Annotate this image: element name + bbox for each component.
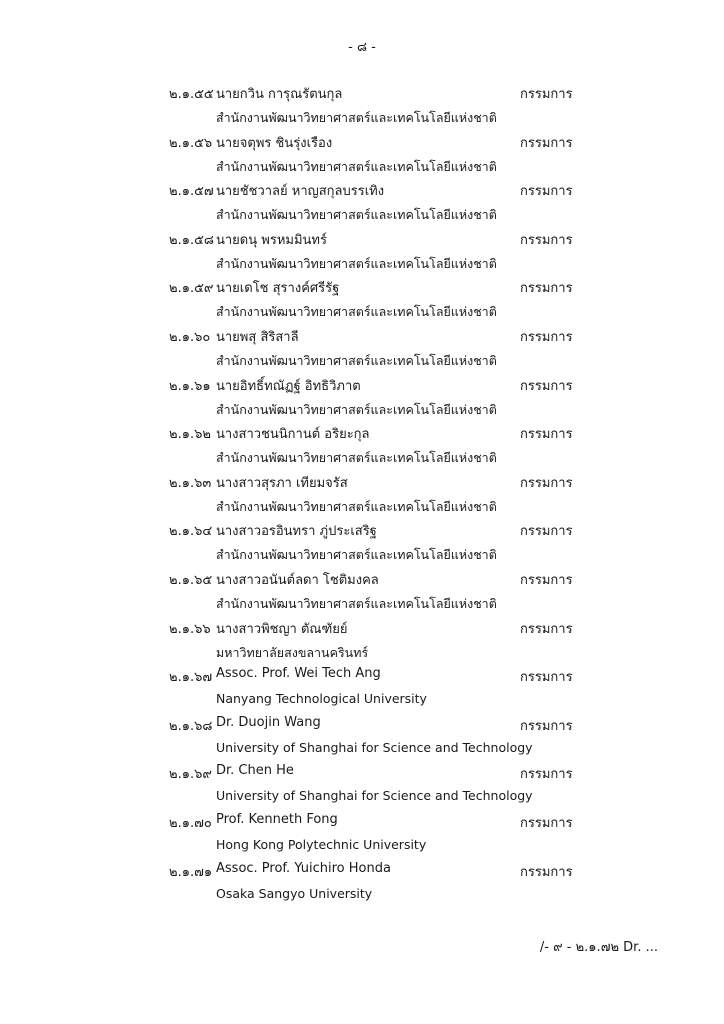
entry-number: ๒.๑.๖๘ xyxy=(169,718,213,734)
entry-number: ๒.๑.๖๓ xyxy=(169,475,212,491)
committee-entry xyxy=(0,375,724,424)
entry-name: Dr. Chen He xyxy=(216,763,294,779)
entry-number: ๒.๑.๖๒ xyxy=(169,427,211,443)
entry-organization: สำนักงานพัฒนาวิทยาศาสตร์และเทคโนโลยีแห่งชาติ xyxy=(216,498,497,514)
entry-organization: สำนักงานพัฒนาวิทยาศาสตร์และเทคโนโลยีแห่งชาติ xyxy=(216,110,497,125)
entry-organization: สำนักงานพัฒนาวิทยาศาสตร์และเทคโนโลยีแห่งชาติ xyxy=(216,450,497,466)
entry-number: ๒.๑.๖๙ xyxy=(169,767,212,783)
entry-name: Prof. Kenneth Fong xyxy=(216,811,338,827)
entry-role: กรรมการ xyxy=(520,378,573,394)
entry-role: กรรมการ xyxy=(520,767,573,783)
entry-role: กรรมการ xyxy=(520,184,573,200)
entry-organization: สำนักงานพัฒนาวิทยาศาสตร์และเทคโนโลยีแห่งชาติ xyxy=(216,595,497,611)
committee-entry xyxy=(0,763,724,812)
committee-entry xyxy=(0,569,724,618)
entry-role: กรรมการ xyxy=(520,718,573,734)
entry-role: กรรมการ xyxy=(520,475,573,491)
entry-organization: Osaka Sangyo University xyxy=(216,885,373,901)
entry-name: นางสาวอนันต์ลดา โชติมงคล xyxy=(216,572,379,588)
continuation-note: /- ๙ - ๒.๑.๗๒ Dr. ... xyxy=(539,940,658,955)
entry-organization: มหาวิทยาลัยสงขลานครินทร์ xyxy=(216,644,369,660)
page-number: - ๘ - xyxy=(348,40,376,55)
entry-number: ๒.๑.๖๕ xyxy=(169,572,213,588)
entry-number: ๒.๑.๖๑ xyxy=(169,378,211,394)
entry-organization: University of Shanghai for Science and Technology xyxy=(216,739,533,755)
entry-name: นายชัชวาลย์ หาญสกุลบรรเทิง xyxy=(216,184,385,200)
entry-number: ๒.๑.๖๗ xyxy=(169,670,213,686)
entry-organization: สำนักงานพัฒนาวิทยาศาสตร์และเทคโนโลยีแห่งชาติ xyxy=(216,158,497,174)
entry-organization: Hong Kong Polytechnic University xyxy=(216,836,427,852)
entry-role: กรรมการ xyxy=(520,135,573,151)
entry-number: ๒.๑.๖๖ xyxy=(169,621,211,637)
committee-entry xyxy=(0,229,724,278)
committee-entry xyxy=(0,83,724,132)
entry-number: ๒.๑.๖๔ xyxy=(169,524,213,540)
entry-number: ๒.๑.๕๗ xyxy=(169,184,214,200)
entry-role: กรรมการ xyxy=(520,524,573,540)
entry-role: กรรมการ xyxy=(520,427,573,443)
committee-entry xyxy=(0,861,724,910)
entry-name: นายอิทธิ์ทณัฏฐ์ อิทธิวิภาต xyxy=(216,378,361,394)
committee-entry xyxy=(0,472,724,521)
committee-entry xyxy=(0,666,724,715)
entry-role: กรรมการ xyxy=(520,621,573,637)
entry-organization: สำนักงานพัฒนาวิทยาศาสตร์และเทคโนโลยีแห่งชาติ xyxy=(216,207,497,223)
entry-role: กรรมการ xyxy=(520,864,573,880)
committee-list xyxy=(0,83,724,909)
entry-organization: Nanyang Technological University xyxy=(216,691,427,707)
entry-name: นางสาวอรอินทรา ภู่ประเสริฐ xyxy=(216,524,377,540)
entry-number: ๒.๑.๕๕ xyxy=(169,87,214,102)
entry-name: Assoc. Prof. Wei Tech Ang xyxy=(216,666,381,682)
committee-entry xyxy=(0,423,724,472)
entry-organization: สำนักงานพัฒนาวิทยาศาสตร์และเทคโนโลยีแห่งชาติ xyxy=(216,401,497,417)
entry-role: กรรมการ xyxy=(520,232,573,248)
entry-role: กรรมการ xyxy=(520,87,573,102)
entry-name: นางสาวพิชญา ตัณฑัยย์ xyxy=(216,621,348,637)
entry-role: กรรมการ xyxy=(520,815,573,831)
entry-organization: สำนักงานพัฒนาวิทยาศาสตร์และเทคโนโลยีแห่งชาติ xyxy=(216,547,497,563)
entry-organization: สำนักงานพัฒนาวิทยาศาสตร์และเทคโนโลยีแห่งชาติ xyxy=(216,255,497,271)
entry-name: Dr. Duojin Wang xyxy=(216,714,321,730)
entry-role: กรรมการ xyxy=(520,572,573,588)
entry-organization: สำนักงานพัฒนาวิทยาศาสตร์และเทคโนโลยีแห่งชาติ xyxy=(216,304,497,320)
entry-name: นายดนุ พรหมมินทร์ xyxy=(216,232,327,248)
entry-role: กรรมการ xyxy=(520,670,573,686)
committee-entry xyxy=(0,618,724,667)
entry-role: กรรมการ xyxy=(520,281,573,297)
entry-name: นายจตุพร ชินรุ่งเรือง xyxy=(216,135,333,151)
entry-number: ๒.๑.๕๖ xyxy=(169,135,213,151)
committee-entry xyxy=(0,715,724,764)
entry-organization: University of Shanghai for Science and Technology xyxy=(216,788,533,804)
entry-name: นางสาวชนนิกานต์ อริยะกุล xyxy=(216,427,370,443)
entry-number: ๒.๑.๕๙ xyxy=(169,281,214,297)
committee-entry xyxy=(0,812,724,861)
entry-name: นางสาวสุรภา เทียมจรัส xyxy=(216,475,348,491)
entry-name: นายพสุ สิริสาลี xyxy=(216,329,299,345)
entry-organization: สำนักงานพัฒนาวิทยาศาสตร์และเทคโนโลยีแห่งชาติ xyxy=(216,352,497,368)
entry-name: นายกวิน การุณรัตนกุล xyxy=(216,87,343,102)
entry-number: ๒.๑.๕๘ xyxy=(169,232,214,248)
committee-entry xyxy=(0,277,724,326)
entry-role: กรรมการ xyxy=(520,329,573,345)
committee-entry xyxy=(0,132,724,181)
entry-number: ๒.๑.๖๐ xyxy=(169,329,211,345)
entry-number: ๒.๑.๗๐ xyxy=(169,815,212,831)
committee-entry xyxy=(0,180,724,229)
entry-name: Assoc. Prof. Yuichiro Honda xyxy=(216,860,391,876)
committee-entry xyxy=(0,520,724,569)
committee-entry xyxy=(0,326,724,375)
entry-name: นายเดโช สุรางค์ศรีรัฐ xyxy=(216,281,340,297)
entry-number: ๒.๑.๗๑ xyxy=(169,864,213,880)
